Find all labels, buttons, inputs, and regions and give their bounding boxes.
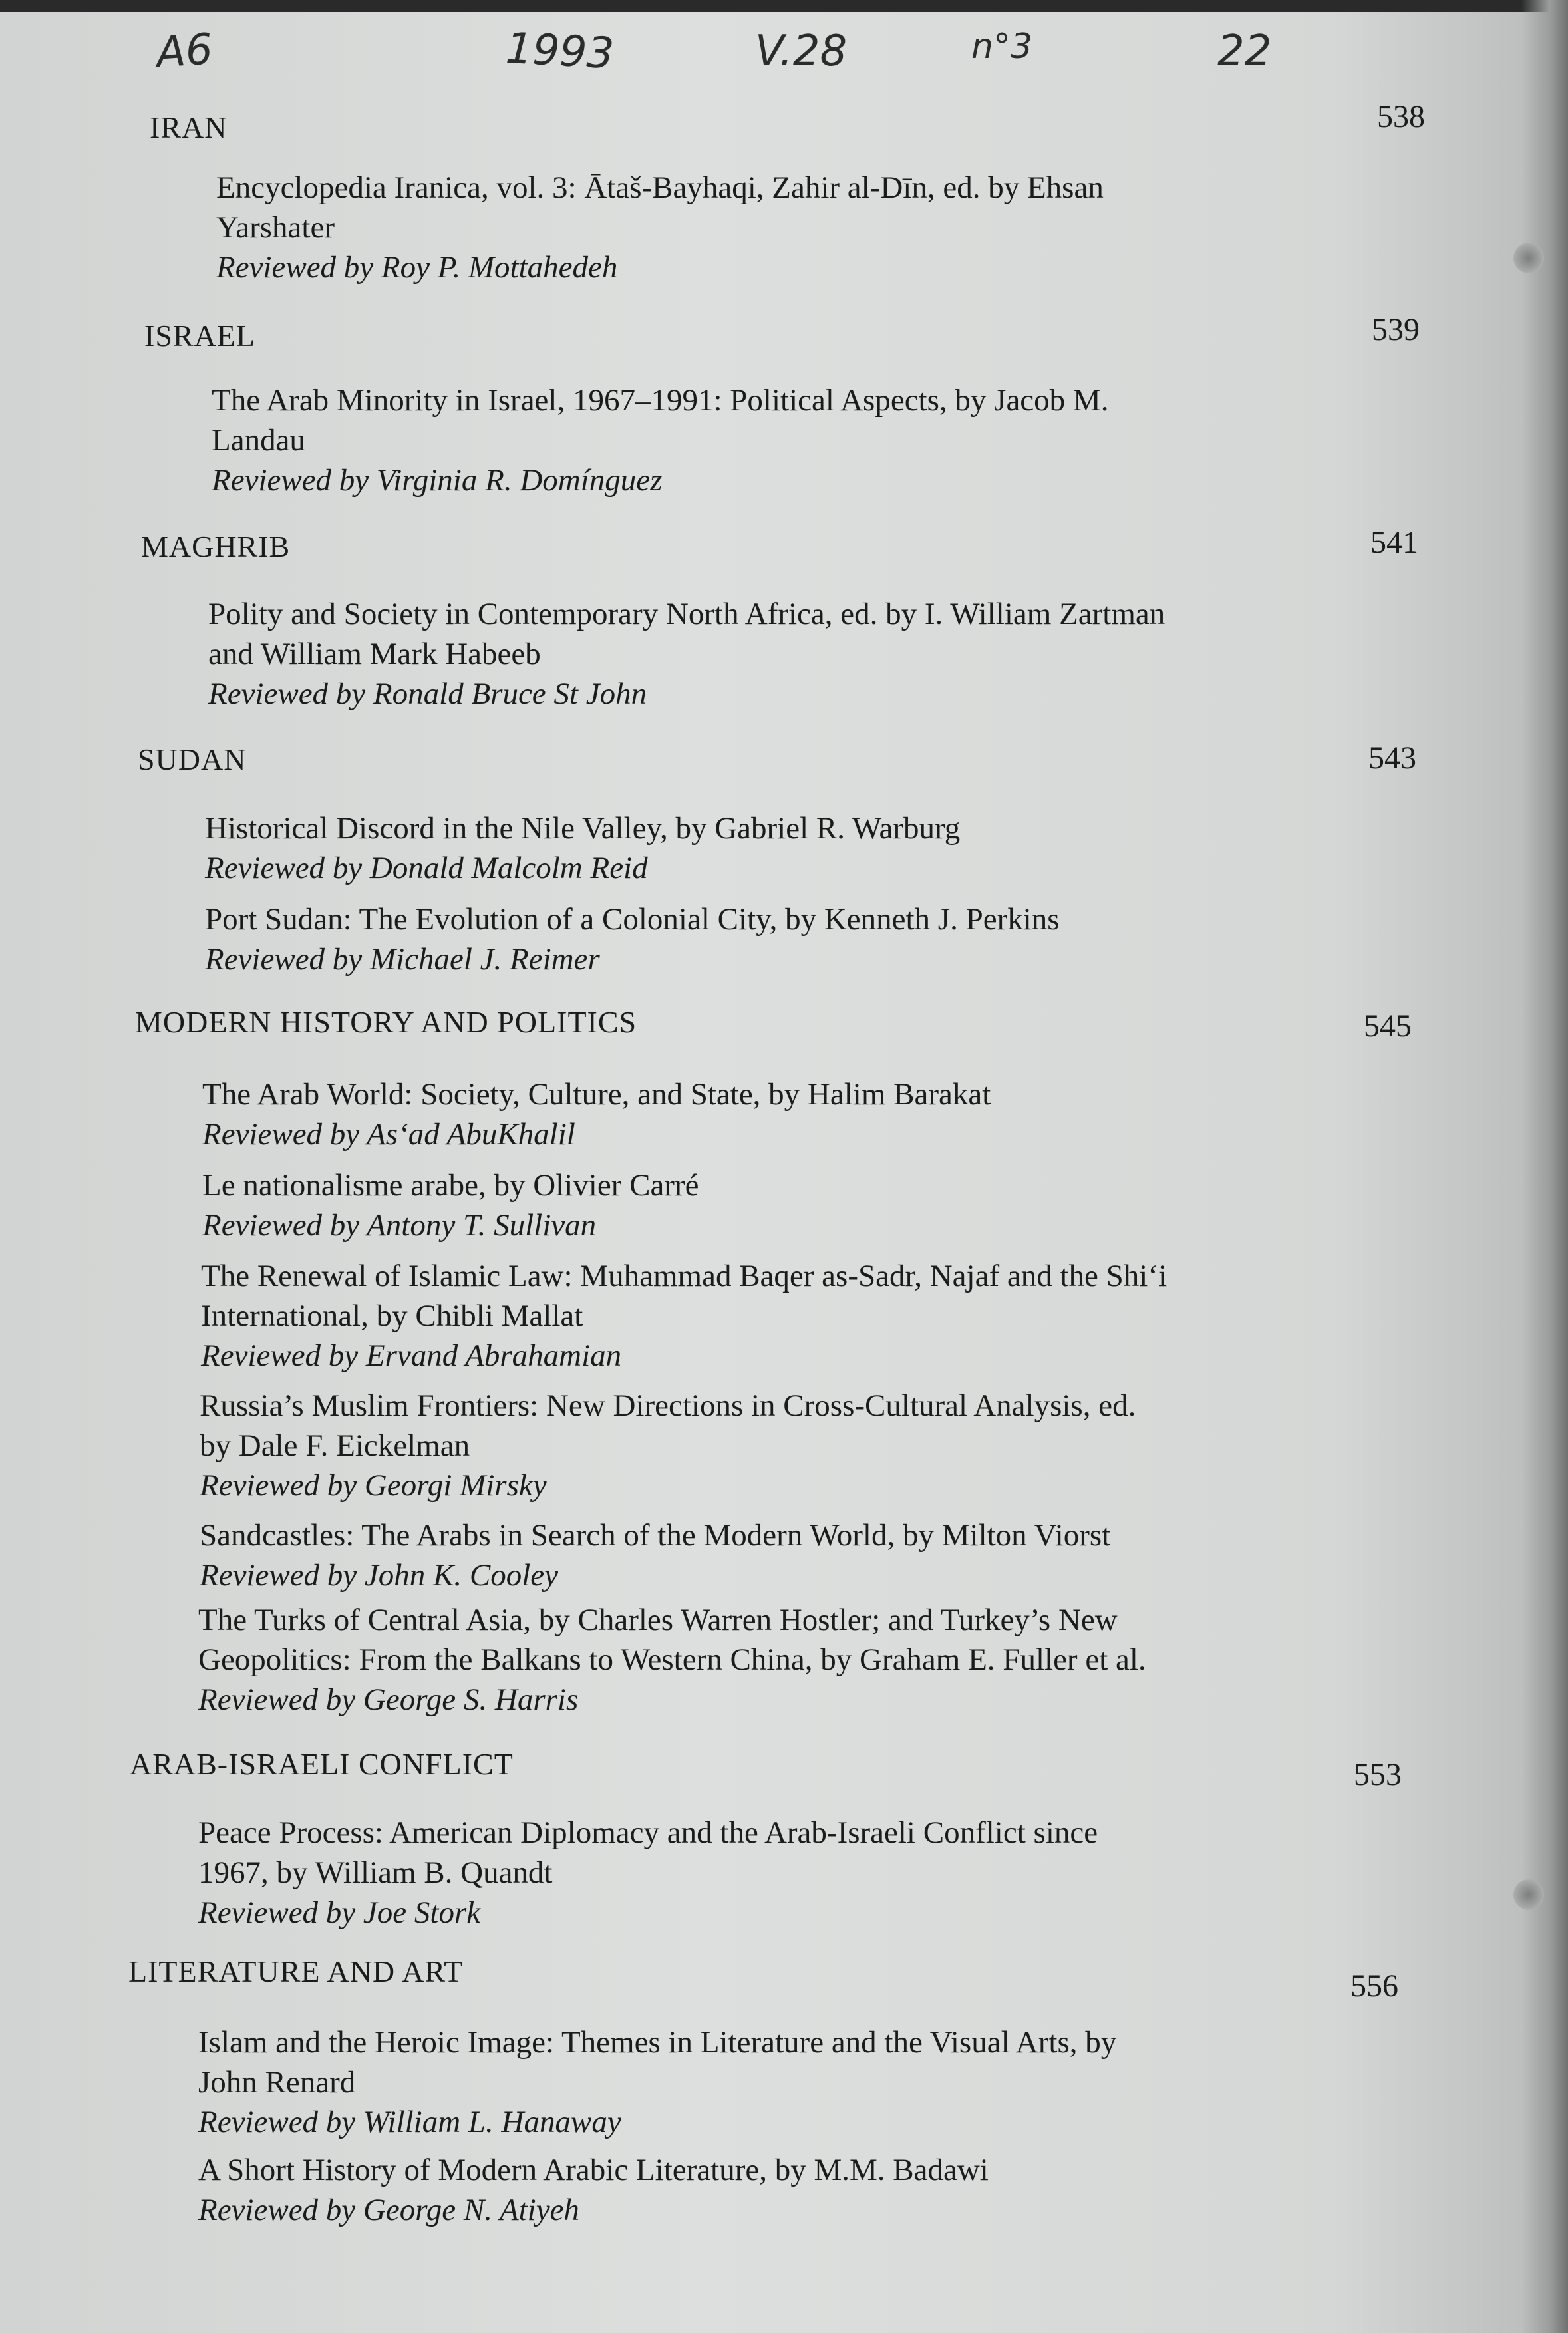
section-heading: SUDAN (138, 742, 247, 776)
review-entry (198, 2150, 989, 2230)
book-title-line: Yarshater (216, 210, 335, 245)
reviewer-line: Reviewed by William L. Hanaway (198, 2105, 621, 2139)
section-heading: ARAB-ISRAELI CONFLICT (130, 1747, 514, 1781)
book-title-line: Peace Process: American Diplomacy and the Arab-Israeli Conflict since (198, 1815, 1098, 1850)
book-title-line: International, by Chibli Mallat (201, 1299, 583, 1333)
reviewer-line: Reviewed by Ervand Abrahamian (201, 1338, 622, 1373)
punch-hole (1513, 1879, 1544, 1910)
handwritten-note: A6 (154, 25, 214, 78)
book-title-line: Le nationalisme arabe, by Olivier Carré (202, 1168, 699, 1203)
review-entry (198, 1813, 1098, 1933)
book-title-line: The Arab Minority in Israel, 1967–1991: Political Aspects, by Jacob M. (212, 383, 1109, 418)
review-entry (216, 168, 1104, 287)
review-entry (205, 899, 1060, 979)
reviewer-line: Reviewed by As‘ad AbuKhalil (202, 1117, 575, 1152)
review-entry (208, 594, 1165, 714)
review-entry (198, 1600, 1146, 1720)
scan-top-edge (0, 0, 1568, 12)
book-title-line: Landau (212, 423, 305, 458)
review-entry (200, 1515, 1110, 1595)
section-heading: ISRAEL (144, 319, 255, 353)
book-title-line: The Turks of Central Asia, by Charles Warren Hostler; and Turkey’s New (198, 1603, 1118, 1637)
review-entry (202, 1074, 991, 1154)
book-title-line: by Dale F. Eickelman (200, 1428, 470, 1463)
book-title-line: A Short History of Modern Arabic Literature, by M.M. Badawi (198, 2153, 989, 2187)
review-entry (205, 808, 960, 888)
section-page-number: 539 (1372, 312, 1420, 347)
reviewer-line: Reviewed by Donald Malcolm Reid (205, 851, 648, 885)
reviewer-line: Reviewed by Roy P. Mottahedeh (216, 250, 618, 285)
book-title-line: Geopolitics: From the Balkans to Western China, by Graham E. Fuller et al. (198, 1642, 1146, 1677)
book-title-line: John Renard (198, 2065, 356, 2100)
section-page-number: 541 (1370, 525, 1418, 560)
review-entry (212, 381, 1108, 500)
section-page-number: 545 (1364, 1009, 1412, 1044)
book-title-line: Polity and Society in Contemporary North Africa, ed. by I. William Zartman (208, 597, 1166, 631)
section-page-number: 538 (1377, 99, 1425, 134)
handwritten-note: n°3 (971, 27, 1033, 67)
book-title-line: and William Mark Habeeb (208, 637, 541, 671)
handwritten-annotations (0, 20, 1568, 100)
reviewer-line: Reviewed by Antony T. Sullivan (202, 1208, 597, 1243)
book-title-line: Russia’s Muslim Frontiers: New Directions in Cross-Cultural Analysis, ed. (200, 1388, 1136, 1423)
book-title-line: Port Sudan: The Evolution of a Colonial City, by Kenneth J. Perkins (205, 902, 1060, 937)
reviewer-line: Reviewed by Ronald Bruce St John (208, 677, 647, 711)
book-title-line: The Renewal of Islamic Law: Muhammad Baqer as-Sadr, Najaf and the Shi‘i (201, 1259, 1168, 1293)
reviewer-line: Reviewed by Michael J. Reimer (205, 942, 600, 977)
section-heading: MODERN HISTORY AND POLITICS (135, 1005, 637, 1039)
reviewer-line: Reviewed by Joe Stork (198, 1895, 481, 1930)
section-page-number: 543 (1368, 740, 1416, 776)
handwritten-note: 22 (1217, 27, 1272, 76)
review-entry (200, 1386, 1136, 1505)
handwritten-note: 1993 (504, 23, 615, 79)
review-entry (198, 2022, 1116, 2142)
reviewer-line: Reviewed by Georgi Mirsky (200, 1468, 547, 1503)
book-title-line: Historical Discord in the Nile Valley, by Gabriel R. Warburg (205, 811, 961, 846)
section-heading: IRAN (150, 110, 228, 144)
book-title-line: The Arab World: Society, Culture, and State, by Halim Barakat (202, 1077, 991, 1112)
book-title-line: 1967, by William B. Quandt (198, 1855, 553, 1890)
section-heading: MAGHRIB (141, 530, 291, 563)
review-entry (201, 1256, 1167, 1376)
review-entry (202, 1166, 699, 1245)
section-heading: LITERATURE AND ART (128, 1954, 464, 1988)
reviewer-line: Reviewed by Virginia R. Domínguez (212, 463, 663, 498)
section-page-number: 553 (1354, 1757, 1402, 1792)
reviewer-line: Reviewed by George S. Harris (198, 1682, 579, 1717)
reviewer-line: Reviewed by John K. Cooley (200, 1558, 559, 1593)
book-title-line: Islam and the Heroic Image: Themes in Literature and the Visual Arts, by (198, 2025, 1117, 2060)
handwritten-note: V.28 (755, 27, 848, 76)
page-binding-edge (1521, 0, 1568, 2333)
punch-hole (1513, 243, 1544, 273)
reviewer-line: Reviewed by George N. Atiyeh (198, 2193, 579, 2227)
section-page-number: 556 (1350, 1968, 1398, 2004)
book-title-line: Encyclopedia Iranica, vol. 3: Ātaš-Bayhaqi, Zahir al-Dīn, ed. by Ehsan (216, 170, 1104, 205)
book-title-line: Sandcastles: The Arabs in Search of the Modern World, by Milton Viorst (200, 1518, 1111, 1553)
